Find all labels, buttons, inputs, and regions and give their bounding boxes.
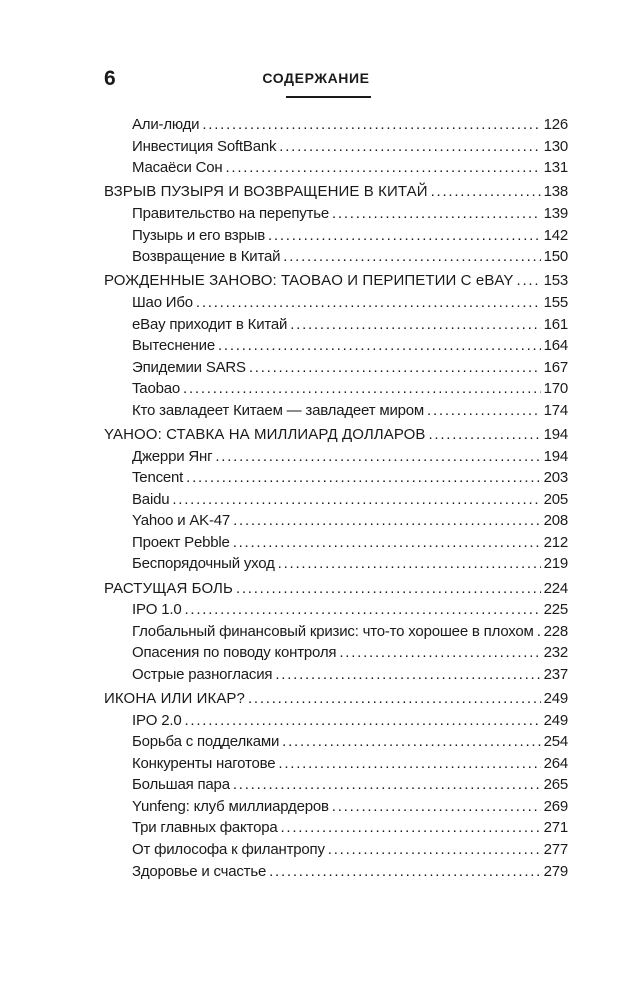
table-of-contents — [104, 114, 568, 882]
dot-leader — [275, 664, 540, 686]
page-reference: 279 — [543, 862, 568, 880]
page-reference: 237 — [543, 665, 568, 683]
toc-section-entry — [104, 753, 568, 775]
section-title: Глобальный финансовый кризис: что-то хорошее в плохом — [132, 622, 534, 640]
section-title: Возвращение в Китай — [132, 248, 281, 266]
dot-leader — [233, 532, 541, 554]
chapter-title: ВЗРЫВ ПУЗЫРЯ И ВОЗВРАЩЕНИЕ В КИТАЙ — [104, 183, 428, 201]
section-title: Baidu — [132, 490, 170, 508]
section-title: От философа к филантропу — [132, 841, 325, 859]
section-title: Проект Pebble — [132, 533, 230, 551]
dot-leader — [537, 621, 541, 643]
dot-leader — [215, 446, 540, 468]
toc-section-entry — [104, 114, 568, 136]
dot-leader — [429, 424, 541, 446]
dot-leader — [427, 400, 541, 422]
page-reference: 212 — [543, 533, 568, 551]
section-title: Шао Ибо — [132, 293, 193, 311]
section-title: Tencent — [132, 469, 184, 487]
section-title: Масаёси Сон — [132, 159, 223, 177]
section-title: Taobao — [132, 380, 181, 398]
page-reference: 249 — [543, 690, 568, 708]
page-reference: 155 — [543, 293, 568, 311]
dot-leader — [248, 688, 541, 710]
dot-leader — [283, 246, 540, 268]
page-reference: 269 — [543, 797, 568, 815]
dot-leader — [184, 599, 540, 621]
page-reference: 277 — [543, 841, 568, 859]
dot-leader — [269, 861, 540, 883]
toc-chapter-entry — [104, 688, 568, 710]
page-reference: 225 — [543, 601, 568, 619]
toc-section-entry — [104, 599, 568, 621]
page-reference: 228 — [543, 622, 568, 640]
section-title: Здоровье и счастье — [132, 862, 267, 880]
section-title: eBay приходит в Китай — [132, 315, 288, 333]
page-number: 6 — [104, 67, 116, 90]
toc-section-entry — [104, 400, 568, 422]
section-title: Правительство на перепутье — [132, 204, 329, 222]
section-title: Yahoo и AK-47 — [132, 512, 231, 530]
page-reference: 205 — [543, 490, 568, 508]
page-reference: 203 — [543, 469, 568, 487]
toc-section-entry — [104, 314, 568, 336]
toc-section-entry — [104, 553, 568, 575]
toc-section-entry — [104, 774, 568, 796]
page-reference: 138 — [543, 183, 568, 201]
dot-leader — [236, 578, 541, 600]
dot-leader — [339, 642, 540, 664]
section-title: Конкуренты наготове — [132, 754, 276, 772]
toc-chapter-entry — [104, 578, 568, 600]
toc-chapter-entry — [104, 270, 568, 292]
page-reference: 131 — [543, 159, 568, 177]
section-title: Борьба с подделками — [132, 733, 280, 751]
dot-leader — [332, 203, 541, 225]
chapter-title: YAHOO: СТАВКА НА МИЛЛИАРД ДОЛЛАРОВ — [104, 426, 426, 444]
dot-leader — [172, 489, 540, 511]
toc-section-entry — [104, 664, 568, 686]
page-reference: 265 — [543, 776, 568, 794]
chapter-title: РАСТУЩАЯ БОЛЬ — [104, 579, 233, 597]
toc-section-entry — [104, 378, 568, 400]
dot-leader — [517, 270, 541, 292]
page-reference: 249 — [543, 711, 568, 729]
toc-section-entry — [104, 292, 568, 314]
toc-section-entry — [104, 357, 568, 379]
page-reference: 208 — [543, 512, 568, 530]
dot-leader — [196, 292, 541, 314]
dot-leader — [183, 378, 541, 400]
section-title: Инвестиция SoftBank — [132, 137, 277, 155]
section-title: Большая пара — [132, 776, 230, 794]
dot-leader — [268, 225, 541, 247]
dot-leader — [281, 817, 541, 839]
section-title: Джерри Янг — [132, 447, 213, 465]
chapter-title: РОЖДЕННЫЕ ЗАНОВО: TAOBAO И ПЕРИПЕТИИ С eBAY — [104, 272, 514, 290]
toc-chapter-entry — [104, 181, 568, 203]
toc-section-entry — [104, 157, 568, 179]
toc-section-entry — [104, 489, 568, 511]
dot-leader — [328, 839, 541, 861]
section-title: Yunfeng: клуб миллиардеров — [132, 797, 329, 815]
page-reference: 232 — [543, 644, 568, 662]
page-reference: 254 — [543, 733, 568, 751]
section-title: Беспорядочный уход — [132, 555, 275, 573]
toc-section-entry — [104, 532, 568, 554]
page-reference: 161 — [543, 315, 568, 333]
toc-section-entry — [104, 796, 568, 818]
running-head-rule — [286, 96, 371, 98]
dot-leader — [278, 553, 541, 575]
toc-section-entry — [104, 710, 568, 732]
page-reference: 219 — [543, 555, 568, 573]
section-title: Эпидемии SARS — [132, 358, 246, 376]
dot-leader — [226, 157, 541, 179]
toc-section-entry — [104, 136, 568, 158]
toc-section-entry — [104, 861, 568, 883]
toc-section-entry — [104, 203, 568, 225]
section-title: Острые разногласия — [132, 665, 273, 683]
section-title: Три главных фактора — [132, 819, 278, 837]
page-reference: 170 — [543, 380, 568, 398]
dot-leader — [431, 181, 541, 203]
page-reference: 130 — [543, 137, 568, 155]
page-reference: 174 — [543, 401, 568, 419]
dot-leader — [290, 314, 540, 336]
toc-section-entry — [104, 621, 568, 643]
section-title: IPO 2.0 — [132, 711, 182, 729]
toc-section-entry — [104, 510, 568, 532]
page-reference: 264 — [543, 754, 568, 772]
section-title: Опасения по поводу контроля — [132, 644, 337, 662]
toc-section-entry — [104, 446, 568, 468]
toc-section-entry — [104, 642, 568, 664]
page-reference: 224 — [543, 579, 568, 597]
dot-leader — [202, 114, 540, 136]
section-title: Пузырь и его взрыв — [132, 226, 265, 244]
dot-leader — [233, 774, 541, 796]
dot-leader — [279, 136, 540, 158]
dot-leader — [282, 731, 540, 753]
dot-leader — [332, 796, 541, 818]
section-title: Али-люди — [132, 116, 200, 133]
page-reference: 194 — [543, 447, 568, 465]
toc-section-entry — [104, 335, 568, 357]
toc-section-entry — [104, 839, 568, 861]
dot-leader — [184, 710, 540, 732]
dot-leader — [218, 335, 541, 357]
toc-chapter-entry — [104, 424, 568, 446]
page-reference: 153 — [543, 272, 568, 290]
page-reference: 139 — [543, 204, 568, 222]
page-reference: 164 — [543, 337, 568, 355]
toc-section-entry — [104, 225, 568, 247]
page-reference: 126 — [543, 116, 568, 133]
toc-section-entry — [104, 817, 568, 839]
page-reference: 142 — [543, 226, 568, 244]
section-title: IPO 1.0 — [132, 601, 182, 619]
page-reference: 167 — [543, 358, 568, 376]
page-reference: 194 — [543, 426, 568, 444]
dot-leader — [249, 357, 541, 379]
chapter-title: ИКОНА ИЛИ ИКАР? — [104, 690, 245, 708]
dot-leader — [233, 510, 540, 532]
toc-section-entry — [104, 246, 568, 268]
page-reference: 271 — [543, 819, 568, 837]
dot-leader — [186, 467, 540, 489]
page-reference: 150 — [543, 248, 568, 266]
toc-section-entry — [104, 467, 568, 489]
section-title: Кто завладеет Китаем — завладеет миром — [132, 401, 425, 419]
dot-leader — [278, 753, 540, 775]
toc-section-entry — [104, 731, 568, 753]
running-head: СОДЕРЖАНИЕ — [262, 70, 370, 86]
section-title: Вытеснение — [132, 337, 215, 355]
